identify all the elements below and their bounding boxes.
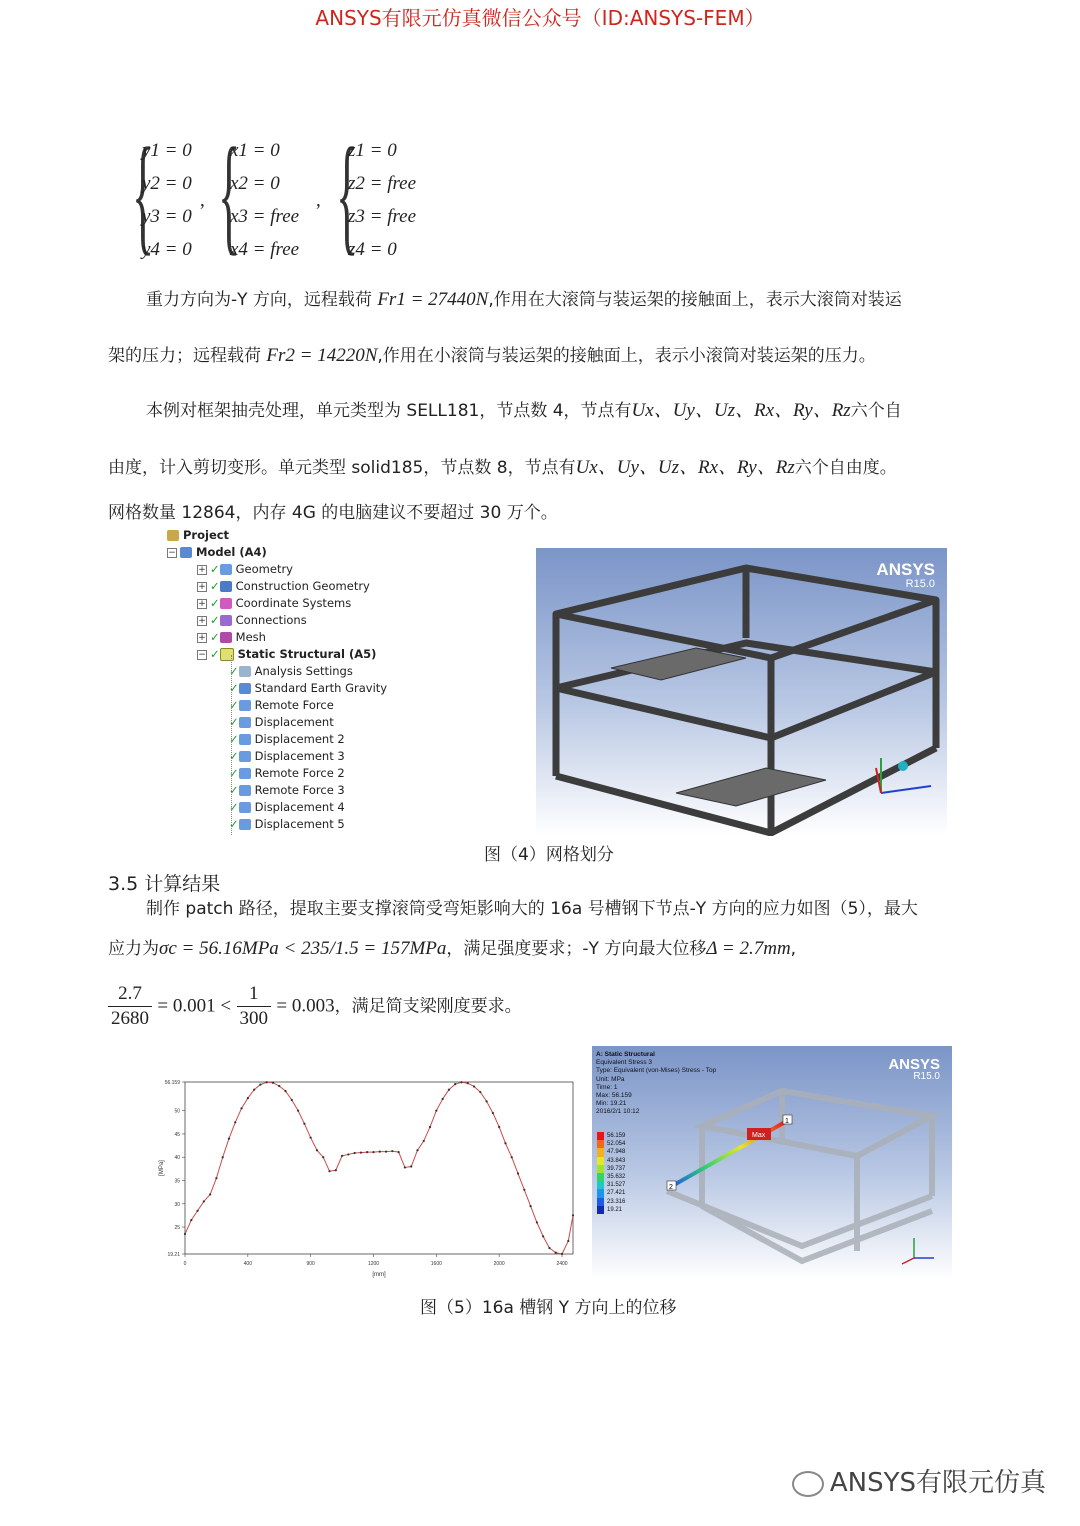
frac-deflection: $\frac{2.7}{2680}$ [108, 982, 152, 1031]
paragraph-result-line2 [108, 938, 796, 960]
chart-data-point [247, 1097, 249, 1099]
chart-y-tick-label: 35 [174, 1178, 180, 1185]
model-icon [180, 547, 192, 558]
p3-text-d: ，满足简支梁刚度要求。 [334, 996, 522, 1017]
p3-eq-stress: σc = 56.16MPa < 235/1.5 = 157MPa [159, 938, 447, 959]
eq-x4: x4 = free [230, 239, 300, 260]
p2-text-c: 由度，计入剪切变形。单元类型 solid185，节点数 8，节点有 [108, 458, 576, 478]
chart-data-point [385, 1151, 387, 1153]
paragraph-load-line2 [108, 345, 876, 367]
p3-text-a: 应力为 [108, 939, 159, 959]
mesh-frame-drawing [536, 548, 947, 836]
mesh-brand: ANSYS [876, 560, 935, 579]
equation-systems [132, 120, 452, 268]
check-icon: ✓ [229, 766, 239, 780]
stress-model-drawing [592, 1046, 952, 1280]
chart-data-point [322, 1156, 324, 1158]
expand-icon[interactable]: + [198, 581, 206, 592]
coordinate-systems-icon [220, 598, 232, 609]
frac-end: = 0.003 [276, 995, 335, 1017]
chart-data-point [529, 1205, 531, 1207]
displacement-icon [239, 734, 251, 745]
equation-group-y [142, 134, 192, 266]
watermark-text: ANSYS有限元仿真 [829, 1468, 1046, 1498]
brace-left-3: { [336, 120, 359, 267]
chart-data-point [442, 1098, 444, 1100]
eq-x3: x3 = free [230, 206, 300, 227]
chart-data-point [479, 1091, 481, 1093]
chart-data-point [272, 1082, 274, 1084]
chart-data-point [416, 1149, 418, 1151]
check-icon: ✓ [210, 579, 220, 593]
remote-force-icon [239, 700, 251, 711]
eq-separator-1: , [200, 190, 205, 211]
eq-z4: z4 = 0 [348, 239, 397, 260]
check-icon: ✓ [229, 698, 239, 712]
equation-group-z [348, 134, 416, 266]
page-header-title: ANSYS有限元仿真微信公众号（ID:ANSYS-FEM） [315, 6, 765, 30]
stress-viewport[interactable] [592, 1046, 952, 1280]
p1-text-d: ,作用在小滚筒与装运架的接触面上，表示小滚筒对装运架的压力。 [377, 346, 876, 366]
stress-brand: ANSYS [888, 1056, 940, 1073]
chart-x-tick-label: 0 [183, 1261, 187, 1267]
tree-item-remote-force[interactable]: ✓ Remote Force [229, 698, 334, 712]
chart-data-point [555, 1252, 557, 1254]
legend-line: Time: 1 [596, 1083, 618, 1091]
chart-x-tick-label: 900 [306, 1261, 315, 1267]
check-icon: ✓ [229, 749, 239, 763]
p1-eq-fr1: Fr1 = 27440N [377, 289, 489, 310]
p2-dofs-1: Ux、Uy、Uz、Rx、Ry、Rz [631, 400, 851, 421]
p3-eq-delta: Δ = 2.7mm [706, 938, 791, 959]
brace-left-2: { [218, 120, 241, 267]
check-icon: ✓ [229, 783, 239, 797]
paragraph-element-line3: 网格数量 12864，内存 4G 的电脑建议不要超过 30 万个。 [108, 503, 558, 523]
p1-text-b: ,作用在大滚筒与装运架的接触面上，表示大滚筒对装运 [488, 290, 902, 310]
p2-text-d: 六个自由度。 [794, 458, 897, 478]
tree-item-coordinate-systems[interactable]: + ✓ Coordinate Systems [198, 596, 352, 610]
chart-plot-frame [185, 1082, 573, 1254]
chart-y-tick-label: 40 [174, 1155, 180, 1162]
frac-limit: $\frac{1}{300}$ [237, 982, 272, 1031]
legend-title: A: Static Structural [596, 1051, 655, 1058]
collapse-icon[interactable]: − [168, 547, 176, 558]
p2-dofs-2: Ux、Uy、Uz、Rx、Ry、Rz [575, 457, 795, 478]
eq-y2: y2 = 0 [142, 173, 192, 194]
tree-item-displacement[interactable]: ✓ Displacement [229, 715, 334, 729]
chart-x-tick-label: 2400 [556, 1261, 568, 1267]
chart-data-point [196, 1210, 198, 1212]
geometry-icon [220, 564, 232, 575]
legend-line: Type: Equivalent (von-Mises) Stress - Top [596, 1067, 717, 1075]
eq-separator-2: , [316, 190, 321, 211]
chart-data-point [460, 1081, 462, 1083]
legend-value: 31.527 [607, 1182, 626, 1189]
tree-item-project[interactable]: Project [167, 527, 229, 544]
chart-data-point [429, 1126, 431, 1128]
chart-data-point [360, 1151, 362, 1153]
chart-x-tick-label: 2000 [493, 1261, 505, 1267]
chart-data-point [297, 1110, 299, 1112]
probe-label-2: 2 [669, 1184, 673, 1191]
mesh-viewport[interactable] [536, 548, 947, 836]
project-icon [167, 530, 179, 541]
legend-line: Min: 19.21 [596, 1100, 627, 1108]
collapse-icon[interactable]: − [198, 649, 206, 660]
stress-chart-svg [155, 1070, 580, 1280]
paragraph-element-line2 [108, 457, 897, 479]
displacement-icon [239, 819, 251, 830]
check-icon: ✓ [210, 596, 220, 610]
chart-data-point [467, 1082, 469, 1084]
legend-value: 27.421 [607, 1190, 626, 1197]
legend-line: Equivalent Stress 3 [596, 1059, 653, 1067]
remote-force-icon [239, 785, 251, 796]
chart-data-point [473, 1085, 475, 1087]
project-tree [163, 527, 425, 835]
chart-data-point [404, 1166, 406, 1168]
chart-y-tick-label: 50 [174, 1108, 180, 1115]
chart-data-point [215, 1177, 217, 1179]
check-icon: ✓ [210, 630, 220, 644]
tree-item-static-structural[interactable]: − ✓ Static Structural (A5) [198, 647, 377, 661]
chart-data-point [234, 1121, 236, 1123]
check-icon: ✓ [210, 562, 220, 576]
legend-line: Max: 56.159 [596, 1092, 632, 1100]
chart-data-point [278, 1085, 280, 1087]
chart-data-point [228, 1138, 230, 1140]
tree-item-earth-gravity[interactable]: ✓ Standard Earth Gravity [229, 681, 388, 695]
chart-data-point [222, 1156, 224, 1158]
eq-z2: z2 = free [348, 173, 417, 194]
eq-y1: y1 = 0 [142, 140, 192, 161]
tree-item-displacement-3[interactable]: ✓ Displacement 3 [229, 749, 345, 763]
chart-data-point [354, 1152, 356, 1154]
chart-data-point [203, 1200, 205, 1202]
chart-data-point [523, 1189, 525, 1191]
eq-x2: x2 = 0 [230, 173, 280, 194]
chart-y-tick-label: 25 [174, 1225, 180, 1232]
chart-data-point [498, 1126, 500, 1128]
expand-icon[interactable]: + [198, 615, 206, 626]
chart-data-point [316, 1149, 318, 1151]
watermark [792, 1462, 1046, 1499]
legend-value: 52.054 [607, 1141, 626, 1148]
expand-icon[interactable]: + [198, 598, 206, 609]
tree-item-geometry[interactable]: + ✓ Geometry [198, 562, 293, 576]
gravity-icon [239, 683, 251, 694]
check-icon: ✓ [229, 664, 239, 678]
chart-data-point [548, 1247, 550, 1249]
chart-data-point [536, 1221, 538, 1223]
legend-value: 35.632 [607, 1174, 626, 1181]
chart-data-point [253, 1089, 255, 1091]
chart-data-point [266, 1081, 268, 1083]
eq-z3: z3 = free [348, 206, 417, 227]
analysis-settings-icon [239, 666, 251, 677]
paragraph-result-line1: 制作 patch 路径，提取主要支撑滚筒受弯矩影响大的 16a 号槽钢下节点-Y 方向的应力如图（5），最大 [146, 899, 918, 919]
tree-item-construction-geometry[interactable]: + ✓ Construction Geometry [198, 579, 370, 593]
chart-data-point [435, 1110, 437, 1112]
paragraph-load-line1 [146, 289, 902, 311]
equation-group-x [230, 134, 299, 266]
chart-data-point [335, 1169, 337, 1171]
eq-y4: y4 = 0 [142, 239, 192, 260]
legend-value: 19.21 [607, 1206, 623, 1213]
mesh-version: R15.0 [905, 578, 935, 590]
stress-chart [155, 1070, 580, 1280]
chart-data-point [454, 1083, 456, 1085]
eq-y3: y3 = 0 [142, 206, 192, 227]
tree-item-analysis-settings[interactable]: ✓ Analysis Settings [229, 664, 353, 678]
chart-data-point [542, 1235, 544, 1237]
max-label: Max [752, 1132, 766, 1139]
paragraph-result-line3 [108, 982, 522, 1031]
figure4-caption: 图（4）网格划分 [484, 845, 614, 865]
chart-data-point [448, 1089, 450, 1091]
chart-data-point [347, 1153, 349, 1155]
chart-data-point [572, 1214, 574, 1216]
tree-item-mesh[interactable]: + ✓ Mesh [198, 630, 266, 644]
p1-text-a: 重力方向为-Y 方向，远程载荷 [146, 290, 372, 310]
chart-y-label: [MPa] [159, 1160, 165, 1176]
displacement-icon [239, 751, 251, 762]
expand-icon[interactable]: + [198, 632, 206, 643]
section-title: 3.5 计算结果 [108, 873, 221, 895]
tree-item-remote-force-3[interactable]: ✓ Remote Force 3 [229, 783, 345, 797]
chart-data-point [423, 1140, 425, 1142]
chart-data-point [303, 1123, 305, 1125]
p3-text-c: , [790, 939, 797, 959]
chart-x-tick-label: 1600 [430, 1261, 442, 1267]
tree-guide-line [231, 655, 232, 835]
chart-data-point [341, 1155, 343, 1157]
chart-data-point [184, 1233, 186, 1235]
connections-icon [220, 615, 232, 626]
check-icon: ✓ [229, 817, 239, 831]
p2-text-a: 本例对框架抽壳处理，单元类型为 SELL181，节点数 4，节点有 [146, 401, 632, 421]
chart-data-point [492, 1112, 494, 1114]
chart-data-point [567, 1240, 569, 1242]
chart-data-point [310, 1137, 312, 1139]
chart-y-tick-label: 30 [174, 1201, 180, 1208]
chart-y-tick-label: 19.21 [167, 1252, 180, 1258]
chart-data-point [366, 1151, 368, 1153]
chart-data-point [190, 1219, 192, 1221]
p1-eq-fr2: Fr2 = 14220N [266, 345, 378, 366]
chart-data-point [486, 1100, 488, 1102]
chart-data-point [391, 1150, 393, 1152]
stress-version: R15.0 [913, 1071, 940, 1082]
legend-value: 39.737 [607, 1165, 626, 1172]
chart-data-point [561, 1253, 563, 1255]
p2-text-b: 六个自 [850, 401, 902, 421]
construction-geometry-icon [220, 581, 232, 592]
check-icon: ✓ [210, 613, 220, 627]
chart-data-point [284, 1090, 286, 1092]
displacement-icon [239, 717, 251, 728]
legend-value: 47.948 [607, 1149, 626, 1156]
check-icon: ✓ [229, 681, 239, 695]
tree-item-model[interactable]: − Model (A4) [168, 545, 267, 559]
tree-item-remote-force-2[interactable]: ✓ Remote Force 2 [229, 766, 345, 780]
chart-x-tick-label: 400 [243, 1261, 253, 1267]
chart-data-point [511, 1156, 513, 1158]
eq-z1: z1 = 0 [348, 140, 397, 161]
p3-text-b: ，满足强度要求；-Y 方向最大位移 [446, 939, 707, 959]
chart-data-point [291, 1099, 293, 1101]
check-icon: ✓ [210, 647, 220, 661]
eq-x1: x1 = 0 [230, 140, 280, 161]
displacement-icon [239, 802, 251, 813]
tree-item-displacement-4[interactable]: ✓ Displacement 4 [229, 800, 345, 814]
chart-data-point [410, 1165, 412, 1167]
p1-text-c: 架的压力；远程载荷 [108, 346, 261, 366]
probe-label-1: 1 [785, 1118, 789, 1125]
check-icon: ✓ [229, 732, 239, 746]
paragraph-element-line1 [146, 400, 902, 422]
legend-line: Unit: MPa [596, 1075, 625, 1083]
chart-data-point [504, 1142, 506, 1144]
expand-icon[interactable]: + [198, 564, 206, 575]
chart-y-tick-label: 45 [174, 1131, 180, 1138]
chart-series-line [185, 1082, 573, 1254]
chart-data-point [517, 1172, 519, 1174]
chart-data-point [372, 1151, 374, 1153]
check-icon: ✓ [229, 715, 239, 729]
brace-left-1: { [132, 120, 155, 267]
legend-line: 2016/2/1 10:12 [596, 1108, 640, 1116]
check-icon: ✓ [229, 800, 239, 814]
chart-data-point [398, 1151, 400, 1153]
mesh-icon [220, 632, 232, 643]
chart-data-point [328, 1170, 330, 1172]
chart-x-tick-label: 1200 [367, 1261, 380, 1267]
chart-data-point [379, 1151, 381, 1153]
tree-item-displacement-2[interactable]: ✓ Displacement 2 [229, 732, 345, 746]
chart-y-tick-label: 56.159 [164, 1080, 180, 1086]
legend-value: 23.316 [607, 1198, 626, 1205]
figure5-caption: 图（5）16a 槽钢 Y 方向上的位移 [420, 1298, 677, 1318]
tree-item-connections[interactable]: + ✓ Connections [198, 613, 307, 627]
chart-data-point [209, 1193, 211, 1195]
frac-mid: = 0.001 < [157, 995, 232, 1017]
legend-value: 56.159 [607, 1133, 626, 1140]
chart-data-point [240, 1107, 242, 1109]
remote-force-icon [239, 768, 251, 779]
chart-data-point [259, 1084, 261, 1086]
tree-item-displacement-5[interactable]: ✓ Displacement 5 [229, 817, 345, 831]
legend-value: 43.843 [607, 1157, 626, 1164]
wechat-icon [792, 1471, 824, 1497]
chart-x-label: [mm] [372, 1272, 386, 1278]
